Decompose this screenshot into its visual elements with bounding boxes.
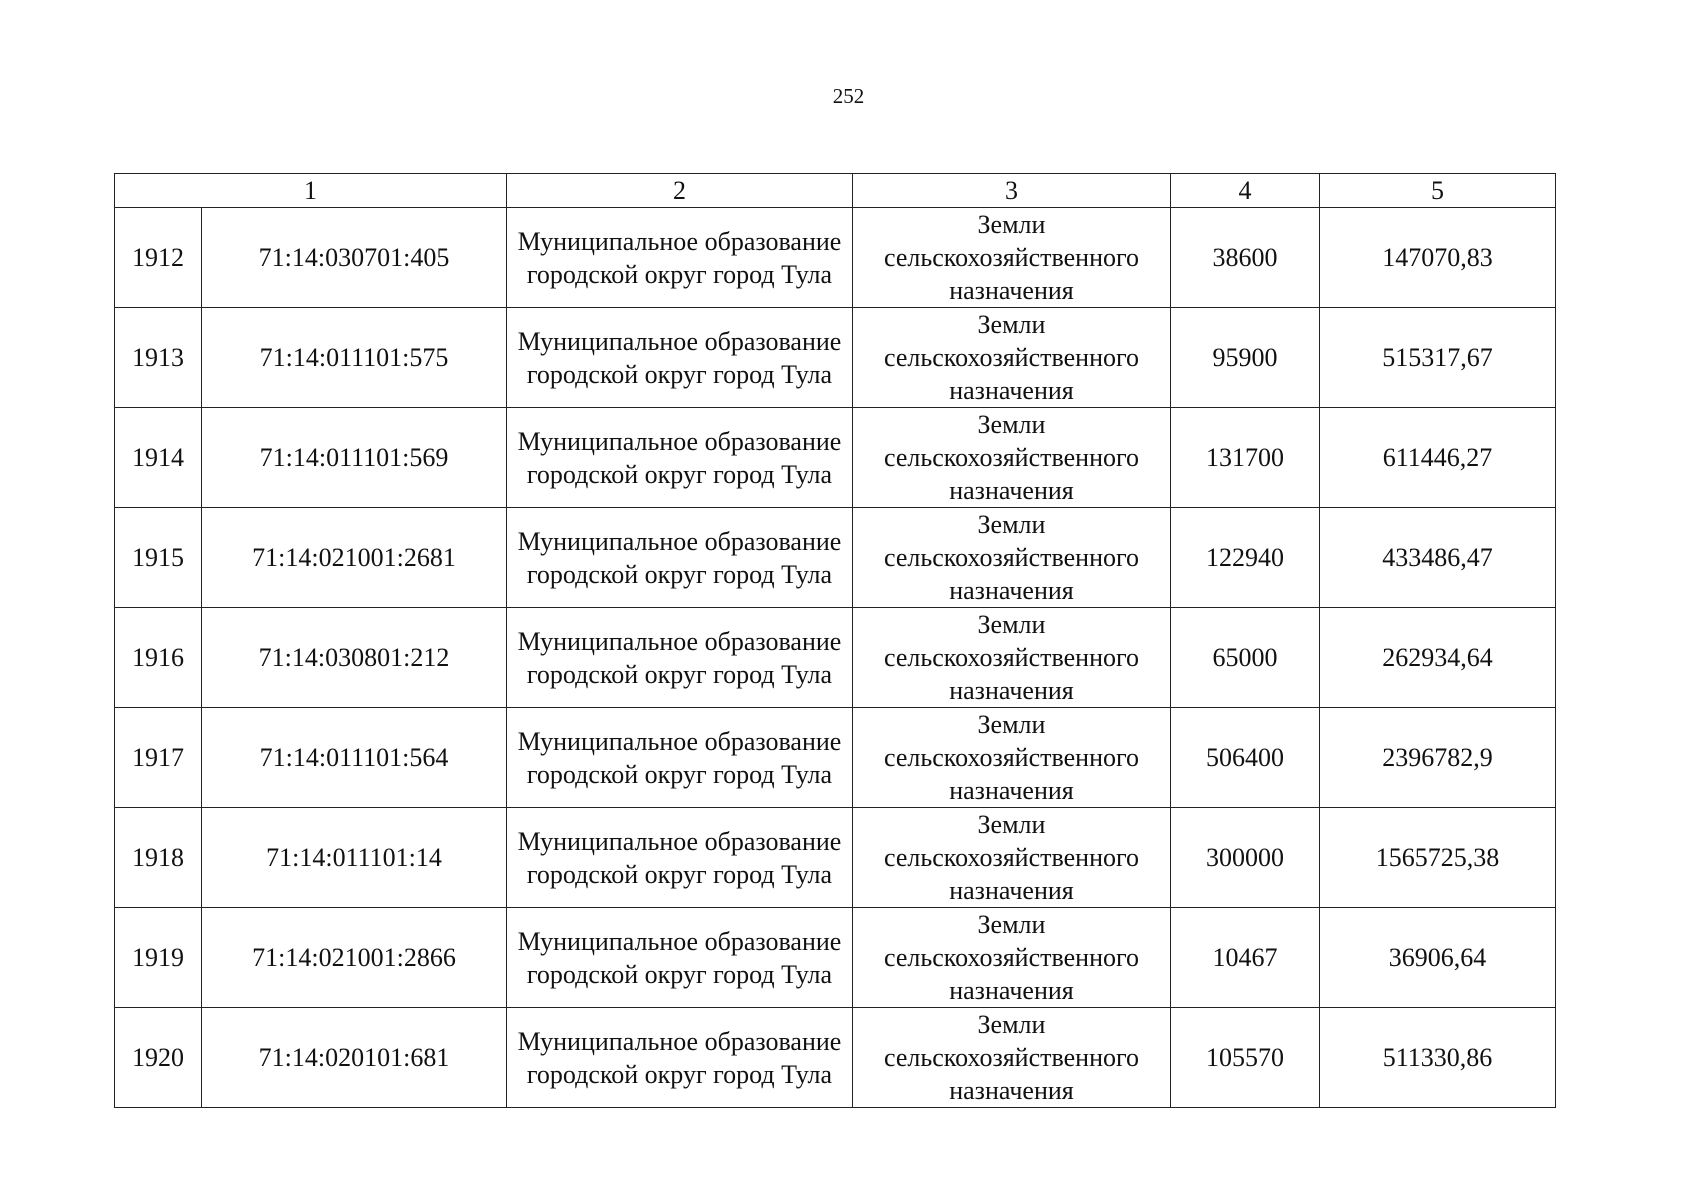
column-header-5: 5 [1320,174,1556,208]
row-number: 1915 [115,508,202,608]
land-category: Земли сельскохозяйственного назначения [853,208,1171,308]
area: 105570 [1171,1008,1320,1108]
row-number: 1912 [115,208,202,308]
owner: Муниципальное образование городской округ город Тула [507,908,853,1008]
row-number: 1918 [115,808,202,908]
column-header-2: 2 [507,174,853,208]
cadastral-number: 71:14:011101:564 [202,708,507,808]
cadastral-value: 36906,64 [1320,908,1556,1008]
owner: Муниципальное образование городской округ город Тула [507,508,853,608]
cadastral-value: 515317,67 [1320,308,1556,408]
table-row [115,308,1556,408]
cadastral-number: 71:14:030701:405 [202,208,507,308]
land-category: Земли сельскохозяйственного назначения [853,608,1171,708]
column-header-4: 4 [1171,174,1320,208]
area: 95900 [1171,308,1320,408]
table-row [115,508,1556,608]
land-category: Земли сельскохозяйственного назначения [853,1008,1171,1108]
area: 131700 [1171,408,1320,508]
land-plots-table [114,173,1556,1108]
row-number: 1919 [115,908,202,1008]
land-category: Земли сельскохозяйственного назначения [853,308,1171,408]
area: 122940 [1171,508,1320,608]
row-number: 1914 [115,408,202,508]
page-number: 252 [832,84,865,108]
area: 506400 [1171,708,1320,808]
cadastral-number: 71:14:021001:2866 [202,908,507,1008]
cadastral-number: 71:14:011101:569 [202,408,507,508]
cadastral-number: 71:14:011101:14 [202,808,507,908]
table-row [115,208,1556,308]
row-number: 1917 [115,708,202,808]
land-category: Земли сельскохозяйственного назначения [853,508,1171,608]
row-number: 1913 [115,308,202,408]
row-number: 1920 [115,1008,202,1108]
area: 65000 [1171,608,1320,708]
owner: Муниципальное образование городской округ город Тула [507,208,853,308]
table-row [115,708,1556,808]
area: 38600 [1171,208,1320,308]
cadastral-value: 611446,27 [1320,408,1556,508]
owner: Муниципальное образование городской округ город Тула [507,708,853,808]
land-category: Земли сельскохозяйственного назначения [853,708,1171,808]
cadastral-value: 2396782,9 [1320,708,1556,808]
cadastral-number: 71:14:020101:681 [202,1008,507,1108]
area: 10467 [1171,908,1320,1008]
owner: Муниципальное образование городской округ город Тула [507,808,853,908]
owner: Муниципальное образование городской округ город Тула [507,408,853,508]
column-header-1: 1 [115,174,507,208]
table-row [115,808,1556,908]
cadastral-value: 262934,64 [1320,608,1556,708]
cadastral-number: 71:14:030801:212 [202,608,507,708]
owner: Муниципальное образование городской округ город Тула [507,308,853,408]
cadastral-number: 71:14:021001:2681 [202,508,507,608]
table-row [115,908,1556,1008]
column-header-3: 3 [853,174,1171,208]
land-category: Земли сельскохозяйственного назначения [853,908,1171,1008]
cadastral-number: 71:14:011101:575 [202,308,507,408]
table-row [115,608,1556,708]
cadastral-value: 433486,47 [1320,508,1556,608]
area: 300000 [1171,808,1320,908]
cadastral-value: 1565725,38 [1320,808,1556,908]
table-header-row [115,174,1556,208]
cadastral-value: 147070,83 [1320,208,1556,308]
land-category: Земли сельскохозяйственного назначения [853,408,1171,508]
land-category: Земли сельскохозяйственного назначения [853,808,1171,908]
cadastral-value: 511330,86 [1320,1008,1556,1108]
table-row [115,408,1556,508]
owner: Муниципальное образование городской округ город Тула [507,608,853,708]
row-number: 1916 [115,608,202,708]
owner: Муниципальное образование городской округ город Тула [507,1008,853,1108]
table-row [115,1008,1556,1108]
